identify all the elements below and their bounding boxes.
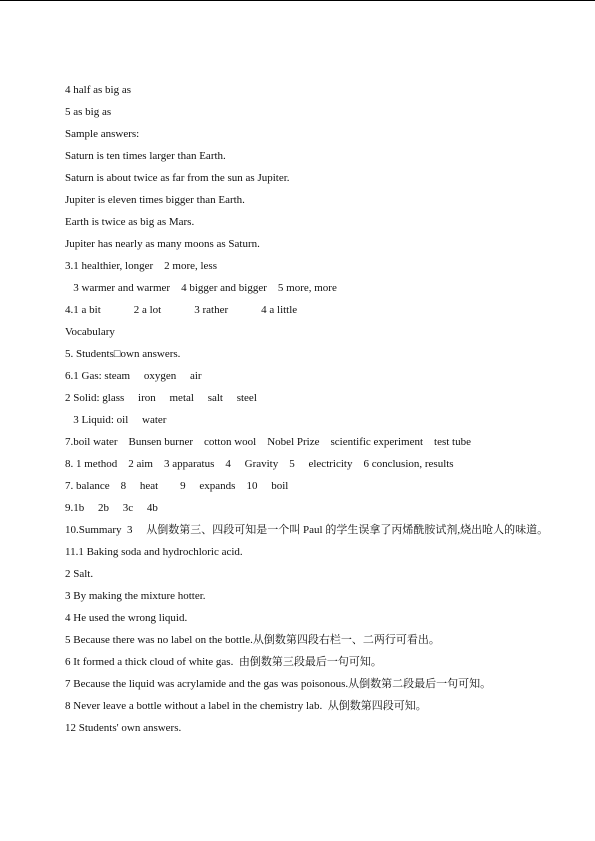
answer-line: 8 Never leave a bottle without a label in the chemistry lab. 从倒数第四段可知。	[65, 700, 427, 712]
answer-line: 3 Liquid: oil water	[65, 414, 167, 426]
answer-line: 2 Salt.	[65, 568, 94, 580]
answer-line: 11.1 Baking soda and hydrochloric acid.	[65, 546, 243, 558]
answer-line: Jupiter has nearly as many moons as Saturn.	[65, 238, 260, 250]
answer-line: 3 By making the mixture hotter.	[65, 590, 206, 602]
answer-line: Earth is twice as big as Mars.	[65, 216, 195, 228]
answer-line: 6.1 Gas: steam oxygen air	[65, 370, 202, 382]
answer-line: 5. Students□own answers.	[65, 348, 181, 360]
answer-key-body	[65, 79, 565, 739]
answer-line: 4.1 a bit 2 a lot 3 rather 4 a little	[65, 304, 298, 316]
answer-line: 2 Solid: glass iron metal salt steel	[65, 392, 257, 404]
answer-line: Jupiter is eleven times bigger than Earth.	[65, 194, 245, 206]
section-heading: Sample answers:	[65, 128, 140, 140]
answer-line: 6 It formed a thick cloud of white gas. 由倒数第三段最后一句可知。	[65, 656, 382, 668]
answer-line: 4 half as big as	[65, 84, 131, 96]
answer-line: Saturn is about twice as far from the sun as Jupiter.	[65, 172, 290, 184]
answer-line: 7. balance 8 heat 9 expands 10 boil	[65, 480, 289, 492]
summary-line: 10.Summary 3 从倒数第三、四段可知是一个叫 Paul 的学生误拿了丙烯酰胺试剂,烧出呛人的味道。	[65, 524, 549, 536]
answer-line: 5 Because there was no label on the bottle.从倒数第四段右栏一、二两行可看出。	[65, 634, 440, 646]
answer-line: 8. 1 method 2 aim 3 apparatus 4 Gravity 5 electricity 6 conclusion, results	[65, 458, 454, 470]
answer-line: 12 Students' own answers.	[65, 722, 182, 734]
answer-line: 4 He used the wrong liquid.	[65, 612, 188, 624]
answer-line: 3 warmer and warmer 4 bigger and bigger 5 more, more	[65, 282, 337, 294]
answer-line: 7 Because the liquid was acrylamide and the gas was poisonous.从倒数第二段最后一句可知。	[65, 678, 492, 690]
answer-line: 5 as big as	[65, 106, 112, 118]
answer-line: 7.boil water Bunsen burner cotton wool Nobel Prize scientific experiment test tube	[65, 436, 471, 448]
answer-line: 9.1b 2b 3c 4b	[65, 502, 158, 514]
answer-line: Saturn is ten times larger than Earth.	[65, 150, 226, 162]
page-top-rule	[0, 0, 595, 1]
section-heading: Vocabulary	[65, 326, 115, 338]
answer-line: 3.1 healthier, longer 2 more, less	[65, 260, 217, 272]
